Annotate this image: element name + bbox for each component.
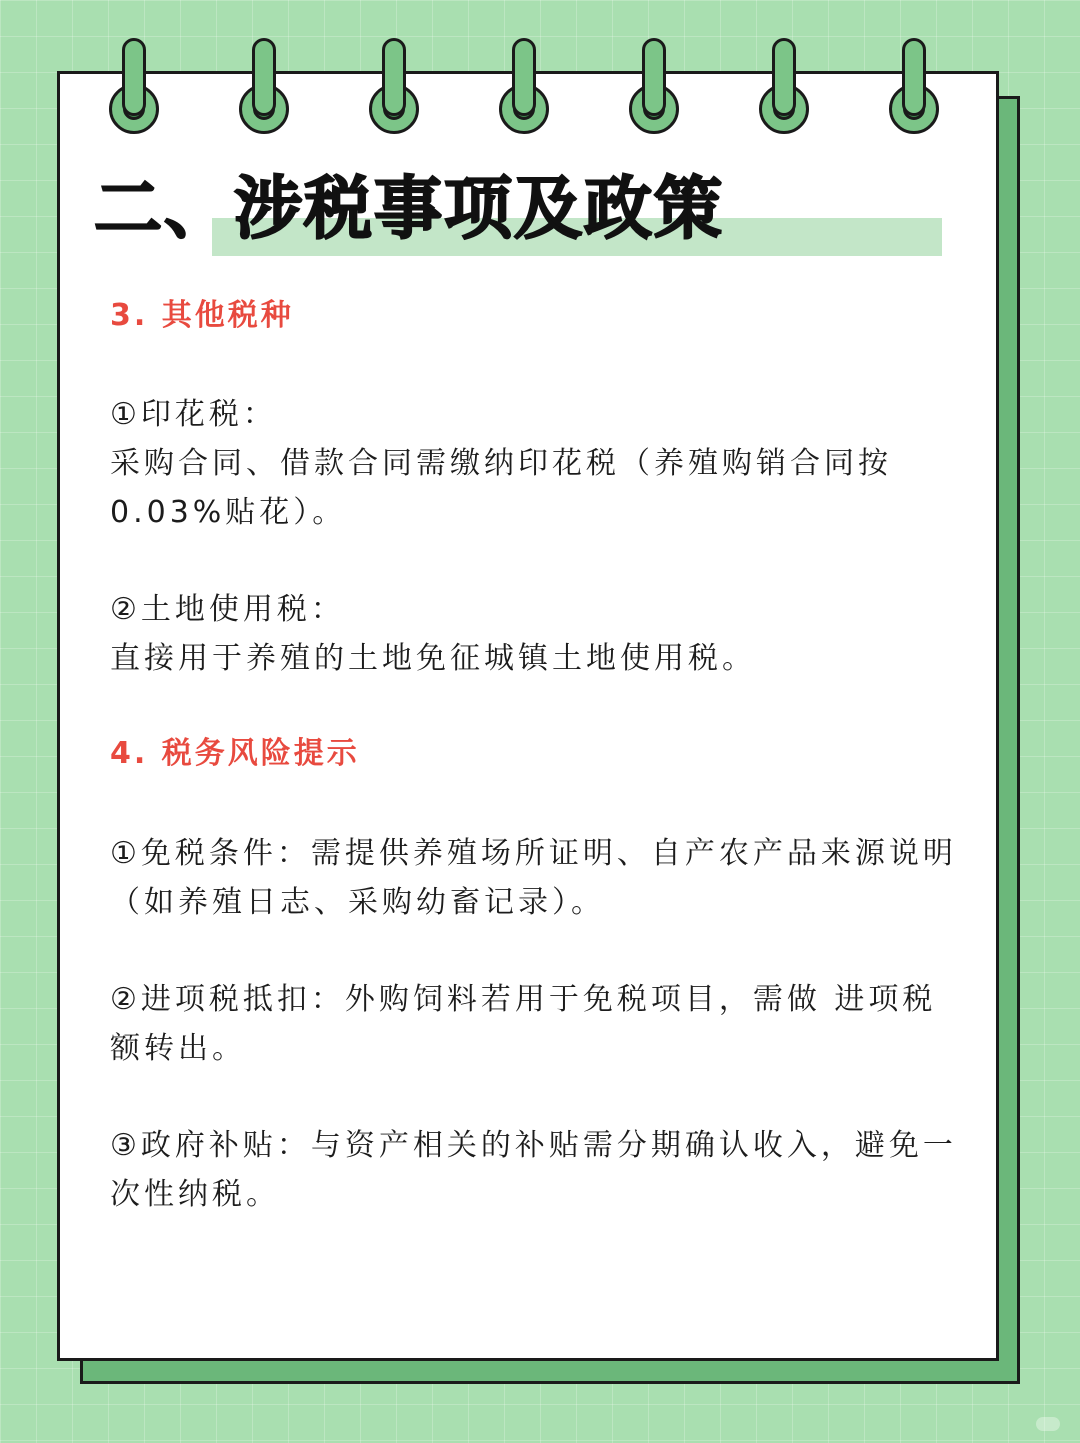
item-label-stamp-tax: ①印花税： (110, 397, 277, 432)
page-title: 二、涉税事项及政策 (94, 170, 725, 249)
section-heading-tax-risk: 4. 税务风险提示 (110, 736, 360, 771)
item-text-government-subsidy: ③政府补贴：与资产相关的补贴需分期确认收入，避免一次性纳税。 (110, 1128, 957, 1212)
binder-ring-icon (367, 38, 421, 138)
binder-ring-icon (237, 38, 291, 138)
item-label-land-use-tax: ②土地使用税： (110, 592, 345, 627)
binder-ring-icon (627, 38, 681, 138)
section-heading-other-taxes: 3. 其他税种 (110, 298, 294, 333)
binder-ring-icon (887, 38, 941, 138)
binder-ring-icon (757, 38, 811, 138)
item-text-exemption-conditions: ①免税条件：需提供养殖场所证明、自产农产品来源说明（如养殖日志、采购幼畜记录）。 (110, 836, 957, 920)
item-text-input-tax-deduction: ②进项税抵扣：外购饲料若用于免税项目，需做 进项税额转出。 (110, 982, 937, 1066)
watermark-mark (1036, 1417, 1060, 1431)
item-text-stamp-tax: 采购合同、借款合同需缴纳印花税（养殖购销合同按0.03%贴花）。 (110, 446, 892, 530)
item-text-land-use-tax: 直接用于养殖的土地免征城镇土地使用税。 (110, 641, 756, 676)
binder-ring-icon (107, 38, 161, 138)
binder-ring-icon (497, 38, 551, 138)
